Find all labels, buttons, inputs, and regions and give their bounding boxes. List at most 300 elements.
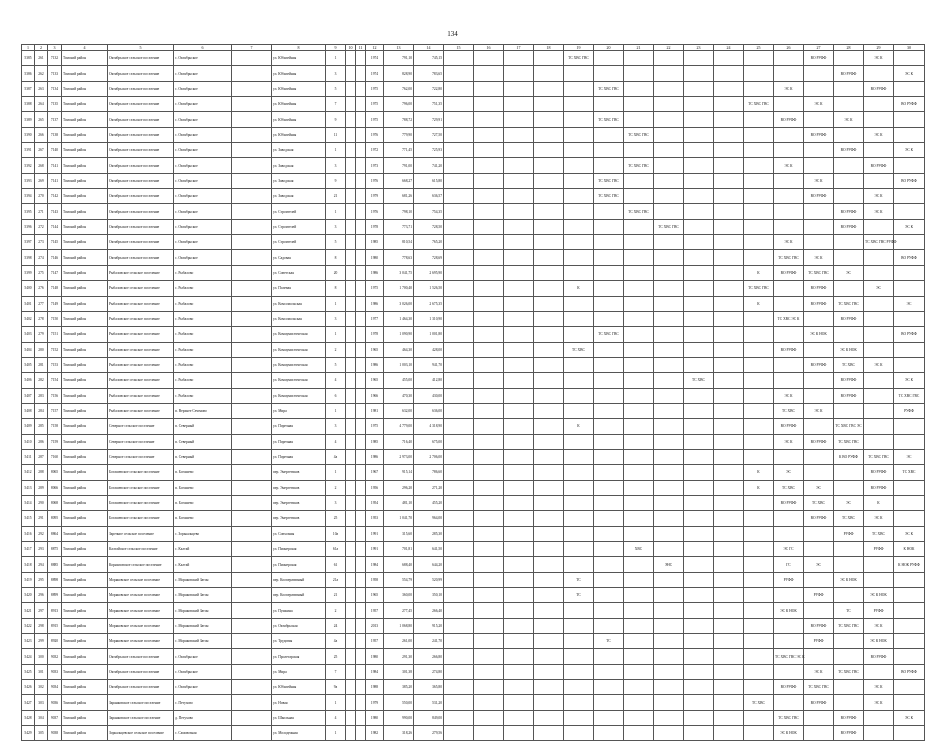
empty-cell [346, 296, 356, 311]
row-index: 271 [35, 204, 48, 219]
works-cell [684, 542, 714, 557]
year-cell: 1975 [366, 81, 384, 96]
empty-cell [504, 373, 534, 388]
works-cell: ТС ХВС ГВС [744, 97, 774, 112]
settlement-cell: Калтайское сельское поселение [108, 542, 174, 557]
works-cell [624, 265, 654, 280]
area-cell: 315,60 [384, 526, 414, 541]
works-cell [654, 465, 684, 480]
district-cell: Томский район [62, 327, 108, 342]
works-cell: К [564, 419, 594, 434]
living-area-cell: 636,00 [414, 403, 444, 418]
works-cell: РУФФ [804, 634, 834, 649]
row-number: 5421 [22, 603, 35, 618]
works-cell [624, 327, 654, 342]
works-cell [594, 680, 624, 695]
street-cell: ул. Коммунистическая [272, 388, 326, 403]
empty-cell [356, 434, 366, 449]
works-cell [654, 265, 684, 280]
year-cell: 1954 [366, 495, 384, 510]
works-cell [564, 695, 594, 710]
works-cell [804, 66, 834, 81]
house-cell: 3 [326, 158, 346, 173]
year-cell: 1978 [366, 327, 384, 342]
area-cell: 688,40 [384, 557, 414, 572]
works-cell [714, 388, 744, 403]
table-row [22, 403, 925, 418]
area-cell: 301,38 [384, 664, 414, 679]
empty-cell [346, 342, 356, 357]
object-code: 7152 [48, 342, 62, 357]
empty-cell [504, 618, 534, 633]
works-cell [684, 189, 714, 204]
works-cell: ВО РУФФ [774, 265, 804, 280]
empty-cell [346, 235, 356, 250]
living-area-cell: 636,57 [414, 189, 444, 204]
empty-cell [474, 557, 504, 572]
district-cell: Томский район [62, 158, 108, 173]
empty-cell [346, 204, 356, 219]
row-number: 5392 [22, 158, 35, 173]
row-index: 300 [35, 649, 48, 664]
works-cell [624, 480, 654, 495]
works-cell [714, 542, 744, 557]
empty-cell [534, 158, 564, 173]
works-cell [774, 664, 804, 679]
works-cell [654, 542, 684, 557]
works-cell [594, 511, 624, 526]
empty-cell [444, 526, 474, 541]
works-cell [564, 664, 594, 679]
works-cell: ЭС ГС [774, 542, 804, 557]
street-cell: пер. Кооперативный [272, 572, 326, 587]
empty-cell [534, 143, 564, 158]
object-code: 7140 [48, 143, 62, 158]
house-cell: 2 [326, 342, 346, 357]
works-cell [714, 97, 744, 112]
area-cell: 632,00 [384, 403, 414, 418]
page-number: 134 [447, 30, 458, 38]
house-cell: 1 [326, 204, 346, 219]
works-cell [624, 511, 654, 526]
object-code: 7148 [48, 281, 62, 296]
works-cell [594, 649, 624, 664]
district-cell: Томский район [62, 81, 108, 96]
empty-cell [504, 449, 534, 464]
works-cell [864, 726, 894, 741]
works-cell: К НОК [894, 542, 925, 557]
works-cell: ВО РУФФ [804, 618, 834, 633]
area-cell: 990,00 [384, 710, 414, 725]
column-number: 30 [894, 45, 925, 51]
empty-cell [474, 97, 504, 112]
row-index: 301 [35, 664, 48, 679]
works-cell: ЭС К [864, 511, 894, 526]
year-cell: 1972 [366, 143, 384, 158]
empty-cell [474, 634, 504, 649]
table-row [22, 189, 925, 204]
empty-cell [444, 618, 474, 633]
works-cell [654, 495, 684, 510]
empty-cell [232, 143, 272, 158]
empty-cell [474, 495, 504, 510]
empty-cell [474, 127, 504, 142]
empty-cell [232, 403, 272, 418]
locality-cell: с. Октябрьское [174, 158, 232, 173]
works-cell: ВО РУФФ [804, 695, 834, 710]
row-index: 304 [35, 710, 48, 725]
empty-cell [444, 495, 474, 510]
empty-cell [504, 726, 534, 741]
settlement-cell: Зарянковское сельское поселение [108, 710, 174, 725]
settlement-cell: Моряковское сельское поселение [108, 588, 174, 603]
living-area-cell: 271,20 [414, 480, 444, 495]
works-cell [684, 419, 714, 434]
area-cell: 296,20 [384, 480, 414, 495]
works-cell [834, 235, 864, 250]
year-cell: 1953 [366, 511, 384, 526]
works-cell [744, 588, 774, 603]
empty-cell [346, 219, 356, 234]
works-cell: К [744, 265, 774, 280]
year-cell: 1980 [366, 250, 384, 265]
works-cell [744, 127, 774, 142]
empty-cell [356, 265, 366, 280]
works-cell [774, 588, 804, 603]
works-cell: ТС ХВС ГВС [834, 664, 864, 679]
works-cell [564, 143, 594, 158]
empty-cell [232, 511, 272, 526]
works-cell [744, 634, 774, 649]
house-cell: 6 [326, 388, 346, 403]
works-cell [894, 634, 925, 649]
empty-cell [444, 265, 474, 280]
works-cell: ВО РУФФ [864, 649, 894, 664]
object-code: 8065 [48, 465, 62, 480]
works-cell [624, 434, 654, 449]
works-cell: ТС ХВС ГВС [594, 81, 624, 96]
empty-cell [504, 680, 534, 695]
works-cell: РУФФ [774, 572, 804, 587]
object-code: 7144 [48, 219, 62, 234]
works-cell: ТС ХВС [834, 357, 864, 372]
empty-cell [444, 726, 474, 741]
empty-cell [504, 357, 534, 372]
works-cell [564, 557, 594, 572]
works-cell [684, 680, 714, 695]
empty-cell [232, 112, 272, 127]
empty-cell [346, 434, 356, 449]
table-row [22, 235, 925, 250]
empty-cell [534, 434, 564, 449]
empty-cell [444, 649, 474, 664]
locality-cell: с. Октябрьское [174, 127, 232, 142]
works-cell [714, 710, 744, 725]
row-number: 5389 [22, 112, 35, 127]
works-cell [804, 311, 834, 326]
works-cell [774, 97, 804, 112]
empty-cell [474, 158, 504, 173]
empty-cell [474, 357, 504, 372]
row-number: 5406 [22, 373, 35, 388]
empty-cell [232, 173, 272, 188]
empty-cell [346, 281, 356, 296]
works-cell [714, 618, 744, 633]
empty-cell [534, 495, 564, 510]
works-cell [774, 204, 804, 219]
works-cell [804, 204, 834, 219]
empty-cell [444, 557, 474, 572]
empty-cell [356, 403, 366, 418]
works-cell [744, 419, 774, 434]
empty-cell [232, 204, 272, 219]
area-cell: 773,71 [384, 219, 414, 234]
object-code: 7159 [48, 434, 62, 449]
works-cell [714, 572, 744, 587]
works-cell [894, 649, 925, 664]
row-number: 5414 [22, 495, 35, 510]
row-index: 298 [35, 618, 48, 633]
empty-cell [232, 296, 272, 311]
year-cell: 1976 [366, 127, 384, 142]
area-cell: 1 041,70 [384, 511, 414, 526]
locality-cell: с. Октябрьское [174, 204, 232, 219]
works-cell [804, 112, 834, 127]
works-cell [594, 311, 624, 326]
works-cell [894, 618, 925, 633]
year-cell: 1978 [366, 219, 384, 234]
works-cell [834, 97, 864, 112]
works-cell [654, 434, 684, 449]
locality-cell: с. Октябрьское [174, 235, 232, 250]
empty-cell [346, 542, 356, 557]
works-cell [684, 695, 714, 710]
works-cell [894, 680, 925, 695]
district-cell: Томский район [62, 710, 108, 725]
works-cell [624, 449, 654, 464]
works-cell [834, 189, 864, 204]
row-index: 299 [35, 634, 48, 649]
empty-cell [504, 204, 534, 219]
row-number: 5403 [22, 327, 35, 342]
works-cell [564, 173, 594, 188]
year-cell: 1957 [366, 603, 384, 618]
empty-cell [346, 526, 356, 541]
works-cell: ТС ХВС [774, 403, 804, 418]
works-cell [564, 66, 594, 81]
living-area-cell: 725,93 [414, 143, 444, 158]
area-cell: 762,00 [384, 81, 414, 96]
row-number: 5407 [22, 388, 35, 403]
row-index: 264 [35, 97, 48, 112]
works-cell [714, 357, 744, 372]
empty-cell [232, 265, 272, 280]
works-cell: ТС ХВС ГВС [774, 710, 804, 725]
row-index: 267 [35, 143, 48, 158]
district-cell: Томский район [62, 511, 108, 526]
street-cell: ул. Комсомольская [272, 296, 326, 311]
empty-cell [444, 311, 474, 326]
works-cell [684, 511, 714, 526]
works-cell [804, 572, 834, 587]
works-cell [624, 81, 654, 96]
row-index: 266 [35, 127, 48, 142]
empty-cell [346, 634, 356, 649]
works-cell [654, 143, 684, 158]
works-cell [744, 680, 774, 695]
empty-cell [474, 572, 504, 587]
year-cell: 1984 [366, 557, 384, 572]
empty-cell [474, 526, 504, 541]
works-cell [894, 311, 925, 326]
works-cell [714, 726, 744, 741]
empty-cell [504, 265, 534, 280]
works-cell [804, 726, 834, 741]
empty-cell [534, 127, 564, 142]
settlement-cell: Октябрьское сельское поселение [108, 143, 174, 158]
works-cell [894, 158, 925, 173]
works-cell [714, 434, 744, 449]
empty-cell [504, 158, 534, 173]
living-area-cell: 4 318,90 [414, 419, 444, 434]
works-cell [624, 296, 654, 311]
year-cell: 1965 [366, 342, 384, 357]
empty-cell [232, 250, 272, 265]
empty-cell [356, 419, 366, 434]
district-cell: Томский район [62, 97, 108, 112]
empty-cell [356, 327, 366, 342]
living-area-cell: 641,50 [414, 542, 444, 557]
works-cell: ЭС К [774, 388, 804, 403]
object-code: 8920 [48, 634, 62, 649]
works-cell [894, 434, 925, 449]
works-cell [744, 618, 774, 633]
works-cell: ВО РУФФ [834, 726, 864, 741]
works-cell [864, 373, 894, 388]
table-row [22, 449, 925, 464]
empty-cell [444, 373, 474, 388]
works-cell [864, 388, 894, 403]
works-cell [774, 526, 804, 541]
works-cell [834, 634, 864, 649]
street-cell: ул. Коммунистическая [272, 327, 326, 342]
column-number: 4 [62, 45, 108, 51]
works-cell [654, 511, 684, 526]
works-cell [774, 511, 804, 526]
living-area-cell: 412,80 [414, 373, 444, 388]
living-area-cell: 741,20 [414, 158, 444, 173]
empty-cell [232, 495, 272, 510]
works-cell [624, 112, 654, 127]
object-code: 8875 [48, 542, 62, 557]
house-cell: 2 [326, 603, 346, 618]
works-cell: ЭС К [804, 97, 834, 112]
row-index: 273 [35, 235, 48, 250]
empty-cell [504, 649, 534, 664]
settlement-cell: Октябрьское сельское поселение [108, 66, 174, 81]
house-cell: 4а [326, 449, 346, 464]
works-cell: ЭС [804, 480, 834, 495]
empty-cell [534, 97, 564, 112]
house-cell: 3 [326, 66, 346, 81]
district-cell: Томский район [62, 603, 108, 618]
works-cell: ВО РУФФ [804, 296, 834, 311]
year-cell: 1980 [366, 710, 384, 725]
column-number: 17 [504, 45, 534, 51]
settlement-cell: Октябрьское сельское поселение [108, 649, 174, 664]
empty-cell [356, 388, 366, 403]
empty-cell [444, 465, 474, 480]
district-cell: Томский район [62, 265, 108, 280]
works-cell: ВО РУФФ [864, 465, 894, 480]
row-number: 5394 [22, 189, 35, 204]
area-cell: 464,30 [384, 342, 414, 357]
works-cell [654, 449, 684, 464]
house-cell: 24 [326, 618, 346, 633]
works-cell [864, 265, 894, 280]
street-cell: пер. Энергетиков [272, 465, 326, 480]
empty-cell [534, 449, 564, 464]
works-cell [744, 388, 774, 403]
area-cell: 318,26 [384, 726, 414, 741]
empty-cell [444, 296, 474, 311]
empty-cell [534, 281, 564, 296]
empty-cell [232, 465, 272, 480]
street-cell: ул. Пушкина [272, 603, 326, 618]
works-cell [714, 112, 744, 127]
column-number: 15 [444, 45, 474, 51]
column-number: 7 [232, 45, 272, 51]
works-cell [894, 281, 925, 296]
year-cell: 1980 [366, 649, 384, 664]
works-cell: ВО РУФФ [804, 357, 834, 372]
works-cell [804, 373, 834, 388]
row-number: 5410 [22, 434, 35, 449]
empty-cell [504, 127, 534, 142]
empty-cell [534, 265, 564, 280]
works-cell [714, 649, 744, 664]
empty-cell [504, 403, 534, 418]
works-cell [684, 158, 714, 173]
row-number: 5409 [22, 419, 35, 434]
living-area-cell: 531,20 [414, 695, 444, 710]
house-cell: 1 [326, 726, 346, 741]
works-cell [714, 557, 744, 572]
object-code: 9038 [48, 726, 62, 741]
works-cell [594, 588, 624, 603]
empty-cell [534, 603, 564, 618]
object-code: 9037 [48, 710, 62, 725]
works-cell: ЭС К [894, 219, 925, 234]
works-cell: ТС ХВС ГВС [594, 327, 624, 342]
empty-cell [232, 66, 272, 81]
empty-cell [534, 526, 564, 541]
empty-cell [474, 250, 504, 265]
works-cell [684, 311, 714, 326]
works-cell: ЭС К [864, 695, 894, 710]
empty-cell [356, 710, 366, 725]
house-cell: 1 [326, 143, 346, 158]
works-cell [804, 603, 834, 618]
works-cell [564, 296, 594, 311]
works-cell [744, 373, 774, 388]
works-cell [564, 97, 594, 112]
works-cell [594, 526, 624, 541]
object-code: 7141 [48, 173, 62, 188]
empty-cell [346, 143, 356, 158]
works-cell [624, 618, 654, 633]
empty-cell [356, 526, 366, 541]
